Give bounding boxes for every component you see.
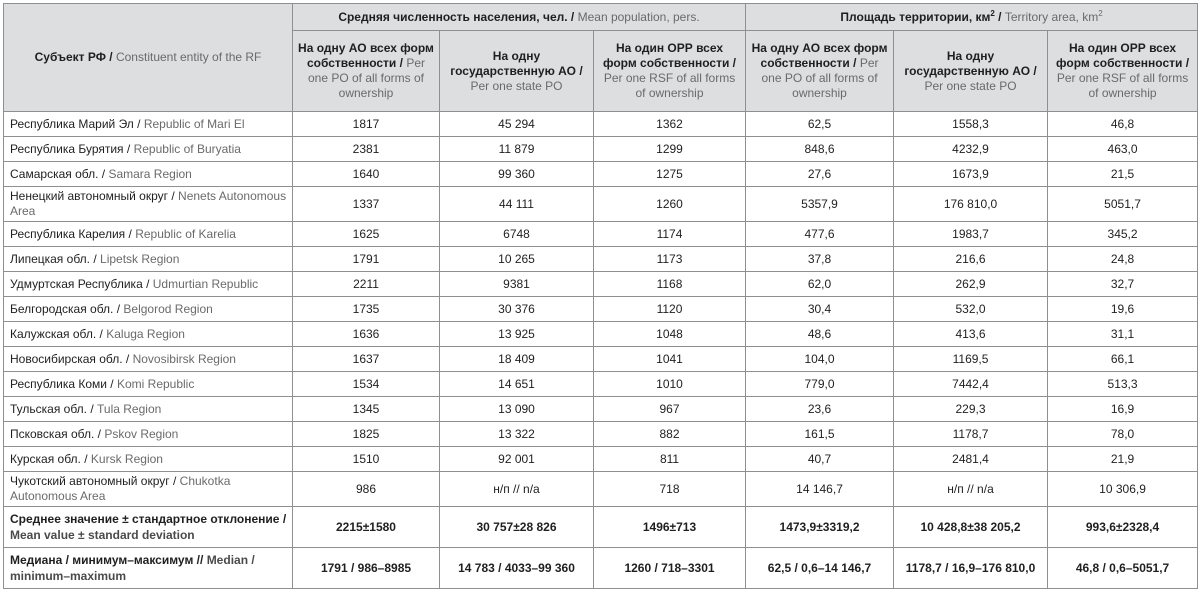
row-name-ru: Чукотский автономный округ [10,474,170,488]
row-name-en: Kursk Region [90,451,163,466]
row-name-sep: / [94,426,105,441]
table-row [4,322,1198,347]
value-cell: 1169,5 [894,347,1048,372]
row-name-sep: / [98,166,109,181]
row-name-sep: / [169,474,180,488]
table-row [4,447,1198,472]
row-name-cell [4,447,293,472]
row-name-cell [4,472,293,507]
value-cell: 345,2 [1048,222,1198,247]
value-cell: 262,9 [894,272,1048,297]
value-cell: 718 [594,472,746,507]
value-cell: 30 757±28 826 [440,507,594,548]
row-name-cell [4,162,293,187]
subheader-pop-per-state-po: На одну государственную АО / Per one state PO [440,31,594,112]
value-cell: 779,0 [746,372,894,397]
value-cell: 1362 [594,112,746,137]
value-cell: 532,0 [894,297,1048,322]
value-cell: н/п // n/a [894,472,1048,507]
value-cell: 1983,7 [894,222,1048,247]
row-name-sep: / [80,451,91,466]
value-cell: 1260 [594,187,746,222]
value-cell: 21,9 [1048,447,1198,472]
value-cell: 14 651 [440,372,594,397]
row-name-en: Pskov Region [104,426,179,441]
row-name-sep: / [125,226,136,241]
row-name-ru: Удмуртская Республика [10,276,143,291]
row-name-ru: Республика Марий Эл [10,116,134,131]
table-row [4,272,1198,297]
value-cell: 1174 [594,222,746,247]
value-cell: 1510 [293,447,440,472]
row-name-cell [4,112,293,137]
row-name-en: Komi Republic [116,376,195,391]
value-cell: 463,0 [1048,137,1198,162]
value-cell: 30,4 [746,297,894,322]
table-row [4,137,1198,162]
group-header-population: Средняя численность населения, чел. / Mean population, pers. [293,4,746,31]
row-name-cell [4,222,293,247]
value-cell: 14 146,7 [746,472,894,507]
row-name-en: Republic of Buryatia [133,141,241,156]
value-cell: 216,6 [894,247,1048,272]
group-header-area: Площадь территории, $км^2$ / Territory area, $km^2$ [746,4,1198,31]
value-cell: 27,6 [746,162,894,187]
row-name-sep: / [133,116,144,131]
row-name-en: Kaluga Region [106,326,185,341]
row-name-en: Samara Region [108,166,192,181]
value-cell: 986 [293,472,440,507]
row-name-cell [4,187,293,222]
row-name-en: Tula Region [97,401,162,416]
value-cell: 1260 / 718–3301 [594,548,746,589]
row-name-en: Mean value ± standard deviation [10,528,195,542]
entity-header: Субъект РФ / Constituent entity of the RF [4,4,293,112]
row-name-sep: / [113,301,124,316]
value-cell: 14 783 / 4033–99 360 [440,548,594,589]
subheader-area-per-po: На одну АО всех форм собственности / Per one PO of all forms of ownership [746,31,894,112]
row-name-ru: Псковская обл. [10,426,95,441]
value-cell: 1534 [293,372,440,397]
value-cell: 1496±713 [594,507,746,548]
value-cell: 1010 [594,372,746,397]
row-name-cell [4,137,293,162]
table-row [4,372,1198,397]
value-cell: 1041 [594,347,746,372]
value-cell: 104,0 [746,347,894,372]
value-cell: 11 879 [440,137,594,162]
table-row [4,397,1198,422]
summary-row [4,548,1198,589]
row-name-ru: Республика Коми [10,376,107,391]
row-name-en: Median / minimum–maximum [10,553,255,583]
row-name-cell [4,272,293,297]
value-cell: 5357,9 [746,187,894,222]
value-cell: 882 [594,422,746,447]
value-cell: 2215±1580 [293,507,440,548]
row-name-ru: Республика Бурятия [10,141,124,156]
table-row [4,112,1198,137]
table-row [4,472,1198,507]
value-cell: 24,8 [1048,247,1198,272]
value-cell: 1791 [293,247,440,272]
value-cell: 513,3 [1048,372,1198,397]
value-cell: 413,6 [894,322,1048,347]
value-cell: 967 [594,397,746,422]
row-name-ru: Курская обл. [10,451,81,466]
value-cell: 10 265 [440,247,594,272]
value-cell: 9381 [440,272,594,297]
value-cell: 1275 [594,162,746,187]
row-name-cell [4,548,293,589]
value-cell: 176 810,0 [894,187,1048,222]
value-cell: 18 409 [440,347,594,372]
value-cell: 993,6±2328,4 [1048,507,1198,548]
subheader-area-per-rsf: На один ОРР всех форм собственности / Per one RSF of all forms of ownership [1048,31,1198,112]
subheader-area-per-state-po: На одну государственную АО / Per one state PO [894,31,1048,112]
value-cell: 2381 [293,137,440,162]
row-name-ru: Ненецкий автономный округ [10,189,169,203]
row-name-ru: Белгородская обл. [10,301,114,316]
value-cell: 45 294 [440,112,594,137]
row-name-ru: Среднее значение ± стандартное отклонение [10,512,280,526]
value-cell: 811 [594,447,746,472]
table-row [4,347,1198,372]
value-cell: 848,6 [746,137,894,162]
table-row [4,297,1198,322]
value-cell: 1178,7 [894,422,1048,447]
value-cell: 78,0 [1048,422,1198,447]
table-row [4,162,1198,187]
value-cell: 161,5 [746,422,894,447]
row-name-sep: / [168,189,179,203]
value-cell: 1345 [293,397,440,422]
value-cell: 1178,7 / 16,9–176 810,0 [894,548,1048,589]
value-cell: 1473,9±3319,2 [746,507,894,548]
value-cell: 1625 [293,222,440,247]
value-cell: 13 925 [440,322,594,347]
value-cell: 31,1 [1048,322,1198,347]
row-name-sep: / [96,326,107,341]
value-cell: 7442,4 [894,372,1048,397]
value-cell: 46,8 [1048,112,1198,137]
table-row [4,422,1198,447]
row-name-cell [4,247,293,272]
table-row [4,187,1198,222]
data-table [3,3,1198,589]
value-cell: 1048 [594,322,746,347]
row-name-en: Republic of Karelia [135,226,236,241]
row-name-ru: Самарская обл. [10,166,99,181]
row-name-ru: Липецкая обл. [10,251,90,266]
value-cell: 30 376 [440,297,594,322]
value-cell: 23,6 [746,397,894,422]
table-row [4,247,1198,272]
row-name-sep: / [106,376,117,391]
value-cell: 1337 [293,187,440,222]
value-cell: 99 360 [440,162,594,187]
row-name-sep: / [87,401,98,416]
row-name-en: Novosibirsk Region [132,351,236,366]
row-name-ru: Калужская обл. [10,326,97,341]
value-cell: 66,1 [1048,347,1198,372]
value-cell: 1173 [594,247,746,272]
value-cell: 1673,9 [894,162,1048,187]
row-name-sep: / [90,251,101,266]
row-name-ru: Тульская обл. [10,401,88,416]
row-name-cell [4,372,293,397]
row-name-sep: / [122,351,133,366]
value-cell: 13 322 [440,422,594,447]
row-name-en: Belgorod Region [123,301,213,316]
row-name-cell [4,507,293,548]
value-cell: 229,3 [894,397,1048,422]
value-cell: 1299 [594,137,746,162]
value-cell: 44 111 [440,187,594,222]
row-name-ru: Медиана / минимум–максимум // [10,553,204,567]
value-cell: 1120 [594,297,746,322]
value-cell: 1817 [293,112,440,137]
table-header [4,4,1198,112]
value-cell: 1735 [293,297,440,322]
value-cell: 4232,9 [894,137,1048,162]
value-cell: 62,0 [746,272,894,297]
table-row [4,222,1198,247]
row-name-en: Nenets Autonomous Area [10,189,287,218]
row-name-en: Republic of Mari El [143,116,245,131]
value-cell: 1558,3 [894,112,1048,137]
value-cell: 1637 [293,347,440,372]
value-cell: 6748 [440,222,594,247]
value-cell: 2211 [293,272,440,297]
row-name-cell [4,322,293,347]
value-cell: 10 428,8±38 205,2 [894,507,1048,548]
value-cell: 16,9 [1048,397,1198,422]
row-name-ru: Новосибирская обл. [10,351,123,366]
value-cell: 62,5 [746,112,894,137]
row-name-en: Udmurtian Republic [152,276,259,291]
value-cell: 477,6 [746,222,894,247]
row-name-cell [4,347,293,372]
value-cell: 40,7 [746,447,894,472]
subheader-pop-per-po: На одну АО всех форм собственности / Per one PO of all forms of ownership [293,31,440,112]
value-cell: 92 001 [440,447,594,472]
value-cell: 1825 [293,422,440,447]
row-name-en: Lipetsk Region [100,251,180,266]
value-cell: 19,6 [1048,297,1198,322]
row-name-en: Chukotka Autonomous Area [10,474,231,503]
value-cell: 1636 [293,322,440,347]
value-cell: 1640 [293,162,440,187]
value-cell: 5051,7 [1048,187,1198,222]
row-name-sep: / [142,276,153,291]
row-name-cell [4,297,293,322]
table-body [4,112,1198,589]
value-cell: 37,8 [746,247,894,272]
value-cell: 48,6 [746,322,894,347]
value-cell: 10 306,9 [1048,472,1198,507]
row-name-ru: Республика Карелия [10,226,126,241]
value-cell: 13 090 [440,397,594,422]
value-cell: 32,7 [1048,272,1198,297]
row-name-sep: / [279,512,287,526]
row-name-sep: / [123,141,134,156]
value-cell: 62,5 / 0,6–14 146,7 [746,548,894,589]
value-cell: 2481,4 [894,447,1048,472]
subheader-pop-per-rsf: На один ОРР всех форм собственности / Per one RSF of all forms of ownership [594,31,746,112]
value-cell: 1791 / 986–8985 [293,548,440,589]
value-cell: 21,5 [1048,162,1198,187]
summary-row [4,507,1198,548]
row-name-cell [4,397,293,422]
value-cell: 1168 [594,272,746,297]
row-name-cell [4,422,293,447]
value-cell: н/п // n/a [440,472,594,507]
value-cell: 46,8 / 0,6–5051,7 [1048,548,1198,589]
